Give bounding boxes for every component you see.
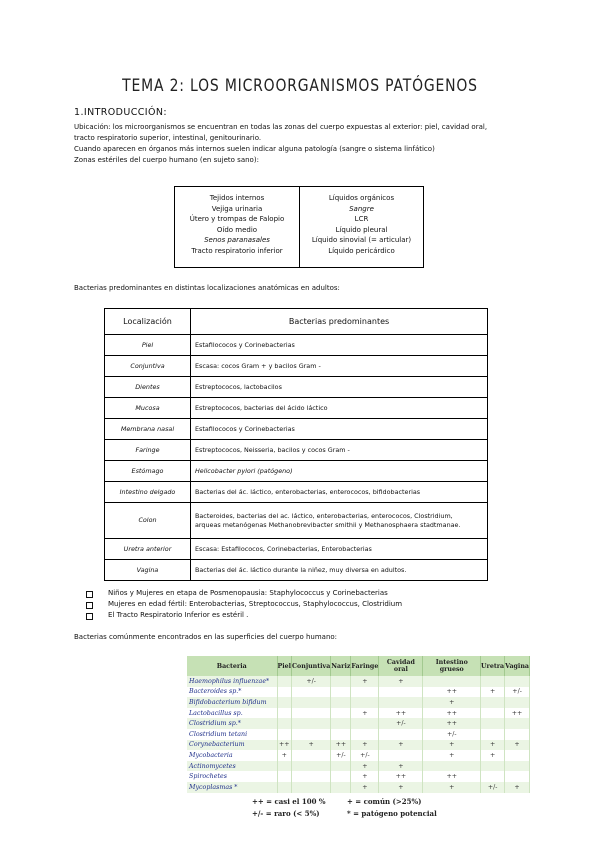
tissue-item: Vejiga urinaria (211, 204, 263, 213)
legend-item: + = común (>25%) (347, 797, 422, 806)
frequency-cell (481, 697, 505, 708)
text-line: tracto respiratorio superior, intestinal, genitourinario. (74, 134, 262, 142)
frequency-cell: + (351, 771, 379, 782)
common-bacteria-table (187, 656, 530, 793)
table-row (187, 718, 530, 729)
table-row (105, 503, 488, 539)
bacteria-name-cell: Actinomycetes (187, 761, 277, 772)
frequency-cell: + (379, 676, 423, 687)
frequency-cell (277, 708, 292, 719)
legend (252, 796, 442, 820)
table-row (187, 697, 530, 708)
location-cell: Estómago (105, 461, 191, 482)
frequency-cell: + (379, 782, 423, 793)
fluid-item: Líquido sinovial (= articular) (311, 236, 412, 245)
bacteria-cell: Estreptococos, bacterias del ácido láctico (191, 398, 488, 419)
text-line: Ubicación: los microorganismos se encuentran en todas las zonas del cuerpo expuestas al exterior: piel, cavidad oral, (74, 123, 488, 131)
fluid-item: LCR (354, 215, 369, 224)
bacteria-name-cell: Lactobacillus sp. (187, 708, 277, 719)
text-line: Zonas estériles del cuerpo humano (en sujeto sano): (74, 156, 259, 164)
tissue-item: Senos paranasales (204, 236, 270, 245)
bacteria-cell: Bacterias del ác. láctico durante la niñez, muy diversa en adultos. (191, 560, 488, 581)
table-row (187, 687, 530, 698)
fluid-item: Sangre (349, 204, 374, 213)
tissue-item: Útero y trompas de Falopio (189, 215, 285, 224)
table-row (105, 419, 488, 440)
legend-item: +/- = raro (< 5%) (252, 809, 320, 818)
tissue-item: Tejidos internos (209, 194, 265, 202)
frequency-cell: + (351, 782, 379, 793)
frequency-cell (331, 761, 351, 772)
table-header-row (187, 656, 530, 676)
frequency-cell (505, 676, 530, 687)
table-row (187, 782, 530, 793)
bacteria-name-cell: Mycobacteria (187, 750, 277, 761)
frequency-cell: +/- (481, 782, 505, 793)
frequency-cell (423, 676, 481, 687)
table-row (105, 377, 488, 398)
frequency-cell: +/- (331, 750, 351, 761)
bacteria-name-cell: Clostridium tetani (187, 729, 277, 740)
bacteria-cell: Estafilococos y Corinebacterias (191, 419, 488, 440)
column-header: Conjuntiva (292, 656, 331, 676)
frequency-cell: +/- (292, 676, 331, 687)
column-header: Bacteria (187, 656, 277, 676)
frequency-cell: ++ (423, 718, 481, 729)
frequency-cell: + (505, 740, 530, 751)
frequency-cell (277, 761, 292, 772)
frequency-cell: ++ (331, 740, 351, 751)
frequency-cell: +/- (423, 729, 481, 740)
column-header: Uretra (481, 656, 505, 676)
table-row (187, 771, 530, 782)
bacteria-name-cell: Corynebacterium (187, 740, 277, 751)
table-row (105, 335, 488, 356)
frequency-cell (292, 729, 331, 740)
frequency-cell (331, 729, 351, 740)
bacteria-name-cell: Bacteroides sp.* (187, 687, 277, 698)
table-row (187, 761, 530, 772)
legend-item: * = patógeno potencial (347, 809, 437, 818)
fluid-item: Líquido pericárdico (328, 246, 395, 255)
frequency-cell: ++ (505, 708, 530, 719)
frequency-cell: ++ (278, 741, 290, 749)
location-cell: Mucosa (105, 398, 191, 419)
frequency-cell: + (481, 750, 505, 761)
frequency-cell: +/- (351, 750, 379, 761)
frequency-cell (481, 676, 505, 687)
bacteria-cell: Estreptococos, lactobacilos (191, 377, 488, 398)
bullet-item: Mujeres en edad fértil: Enterobacterias, Streptococcus, Staphylococcus, Clostridium (86, 599, 402, 610)
column-header: Intestino grueso (423, 656, 481, 676)
frequency-cell (292, 718, 331, 729)
frequency-cell (481, 761, 505, 772)
paragraph-comunes: Bacterias comúnmente encontrados en las superficies del cuerpo humano: (74, 633, 338, 641)
frequency-cell (379, 687, 423, 698)
frequency-cell: + (292, 740, 331, 751)
frequency-cell (379, 729, 423, 740)
sterile-zones-table (174, 186, 424, 268)
fluid-item: Líquido pleural (335, 225, 388, 234)
bacteria-name-cell: Bifidobacterium bifidum (187, 697, 277, 708)
bullet-item: El Tracto Respiratorio Inferior es estéril . (86, 610, 402, 621)
table-row (105, 356, 488, 377)
frequency-cell (505, 729, 530, 740)
frequency-cell (331, 718, 351, 729)
frequency-cell: + (423, 782, 481, 793)
column-header: Bacterias predominantes (191, 309, 488, 335)
location-cell: Piel (105, 335, 191, 356)
frequency-cell: ++ (423, 708, 481, 719)
frequency-cell (351, 729, 379, 740)
bullet-item: Niños y Mujeres en etapa de Posmenopausia: Staphylococcus y Corinebacterias (86, 588, 402, 599)
frequency-cell: + (379, 761, 423, 772)
frequency-cell: + (351, 676, 379, 687)
bacteria-name-cell: Haemophilus influenzae* (187, 676, 277, 687)
frequency-cell (292, 708, 331, 719)
frequency-cell (351, 687, 379, 698)
frequency-cell: +/- (505, 687, 530, 698)
bacteria-cell: Helicobacter pylori (patógeno) (191, 461, 488, 482)
paragraph-ubicacion (74, 122, 524, 166)
frequency-cell: + (423, 697, 481, 708)
location-cell: Faringe (105, 440, 191, 461)
location-cell: Colon (105, 503, 191, 539)
frequency-cell (292, 782, 331, 793)
bacteria-cell: Bacterias del ác. láctico, enterobacterias, enterococos, bifidobacterias (191, 482, 488, 503)
legend-item: ++ = casi el 100 % (252, 797, 326, 806)
bacteria-cell: Escasa: cocos Gram + y bacilos Gram - (191, 356, 488, 377)
table-row (105, 482, 488, 503)
frequency-cell (481, 708, 505, 719)
bacteria-line: arqueas metanógenas Methanobrevibacter smithii y Methanosphaera stadtmanae. (195, 520, 461, 529)
frequency-cell (292, 697, 331, 708)
bullet-list (86, 588, 402, 622)
table-row (187, 708, 530, 719)
frequency-cell (331, 697, 351, 708)
location-cell: Intestino delgado (105, 482, 191, 503)
predominant-bacteria-table (104, 308, 488, 581)
location-cell: Vagina (105, 560, 191, 581)
frequency-cell: +/- (379, 718, 423, 729)
frequency-cell (505, 697, 530, 708)
frequency-cell (351, 718, 379, 729)
table-row (187, 750, 530, 761)
frequency-cell: + (423, 740, 481, 751)
bacteria-name-cell: Spirochetes (187, 771, 277, 782)
column-header: Localización (105, 309, 191, 335)
table-row (187, 729, 530, 740)
tissue-item: Oído medio (216, 225, 258, 234)
frequency-cell: + (505, 782, 530, 793)
bacteria-cell (191, 503, 488, 539)
frequency-cell (481, 718, 505, 729)
frequency-cell (423, 761, 481, 772)
table-row (105, 560, 488, 581)
frequency-cell: ++ (379, 771, 423, 782)
frequency-cell (331, 771, 351, 782)
column-header: Faringe (351, 656, 379, 676)
frequency-cell: + (351, 740, 379, 751)
tissue-item: Tracto respiratorio inferior (191, 246, 283, 255)
frequency-cell (481, 729, 505, 740)
table-row (105, 461, 488, 482)
bacteria-name-cell: Mycoplasmas * (187, 782, 277, 793)
location-cell: Conjuntiva (105, 356, 191, 377)
frequency-cell (277, 771, 292, 782)
bacteria-cell: Escasa: Estafilococos, Corinebacterias, Enterobacterias (191, 539, 488, 560)
frequency-cell: + (277, 750, 292, 761)
frequency-cell (292, 687, 331, 698)
frequency-cell (331, 676, 351, 687)
table-row (187, 740, 530, 751)
location-cell: Uretra anterior (105, 539, 191, 560)
column-header: Nariz (331, 656, 351, 676)
frequency-cell (292, 761, 331, 772)
column-header: Vagina (505, 656, 530, 676)
frequency-cell (351, 697, 379, 708)
bacteria-cell: Estafilococos y Corinebacterias (191, 335, 488, 356)
frequency-cell (505, 771, 530, 782)
bacteria-cell: Estreptococos, Neisseria, bacilos y cocos Gram - (191, 440, 488, 461)
frequency-cell: ++ (379, 708, 423, 719)
page-title: TEMA 2: LOS MICROORGANISMOS PATÓGENOS (122, 76, 478, 96)
column-header: Piel (277, 656, 292, 676)
table-header-row (105, 309, 488, 335)
frequency-cell (331, 687, 351, 698)
frequency-cell (379, 750, 423, 761)
frequency-cell: ++ (423, 687, 481, 698)
frequency-cell (277, 782, 292, 793)
frequency-cell (379, 697, 423, 708)
fluids-column (300, 187, 424, 268)
section-heading: 1.INTRODUCCIÓN: (74, 107, 167, 118)
frequency-cell: + (423, 750, 481, 761)
bacteria-name-cell: Clostridium sp.* (187, 718, 277, 729)
location-cell: Membrana nasal (105, 419, 191, 440)
frequency-cell: + (351, 708, 379, 719)
table-row (187, 676, 530, 687)
bacteria-line: Bacteroides, bacterias del ac. láctico, enterobacterias, enterococos, Clostridium, (195, 511, 453, 520)
location-cell: Dientes (105, 377, 191, 398)
frequency-cell: + (351, 761, 379, 772)
frequency-cell (331, 708, 351, 719)
frequency-cell (481, 771, 505, 782)
frequency-cell: + (379, 740, 423, 751)
column-header: Cavidad oral (379, 656, 423, 676)
frequency-cell: + (481, 687, 505, 698)
frequency-cell (292, 771, 331, 782)
table-row (105, 440, 488, 461)
text-line: Cuando aparecen en órganos más internos suelen indicar alguna patología (sangre o sistema linfático) (74, 145, 435, 153)
frequency-cell: ++ (423, 771, 481, 782)
frequency-cell (331, 782, 351, 793)
fluid-item: Líquidos orgánicos (328, 194, 395, 202)
frequency-cell (277, 729, 292, 740)
frequency-cell (277, 687, 292, 698)
frequency-cell: + (481, 740, 505, 751)
tissues-column (175, 187, 300, 268)
frequency-cell (292, 750, 331, 761)
frequency-cell (505, 761, 530, 772)
frequency-cell (277, 718, 292, 729)
frequency-cell (505, 750, 530, 761)
paragraph-predominantes: Bacterias predominantes en distintas localizaciones anatómicas en adultos: (74, 284, 340, 292)
frequency-cell (505, 718, 530, 729)
table-row (105, 539, 488, 560)
table-row (105, 398, 488, 419)
frequency-cell (277, 697, 292, 708)
frequency-cell (277, 676, 292, 687)
